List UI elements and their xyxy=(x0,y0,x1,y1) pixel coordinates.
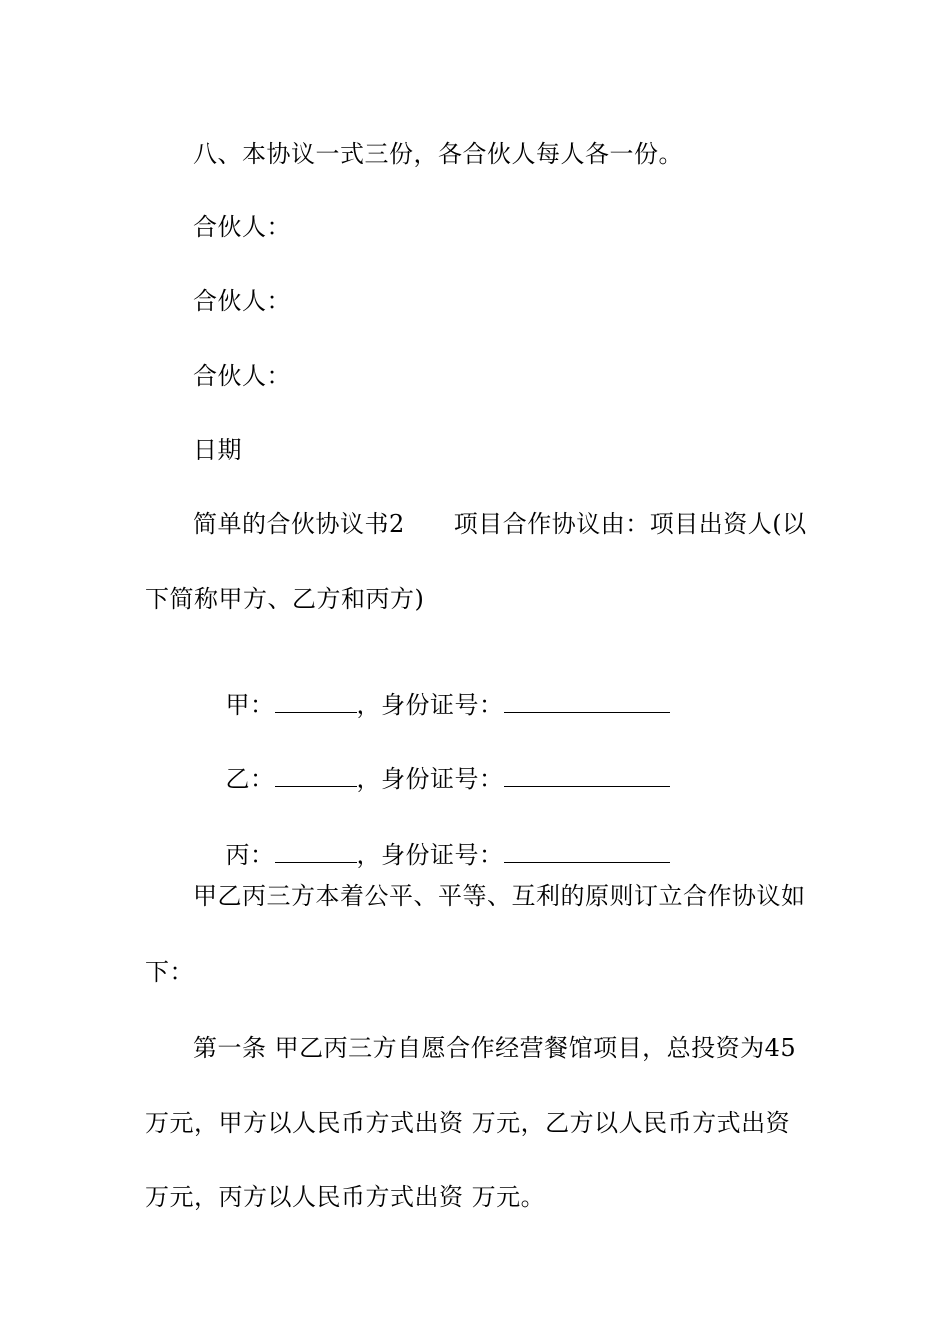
partner-signature-1: 合伙人： xyxy=(193,213,291,241)
name-blank[interactable] xyxy=(275,840,357,863)
id-blank[interactable] xyxy=(504,764,670,787)
id-label: ，身份证号： xyxy=(356,841,504,869)
article-one-line-3: 万元，丙方以人民币方式出资 万元。 xyxy=(145,1183,546,1211)
partner-signature-2: 合伙人： xyxy=(193,287,291,315)
article-one-line-2: 万元，甲方以人民币方式出资 万元，乙方以人民币方式出资 xyxy=(145,1109,791,1137)
id-label: ，身份证号： xyxy=(356,765,504,793)
name-blank[interactable] xyxy=(275,690,357,713)
party-label: 甲： xyxy=(225,691,275,719)
date-label: 日期 xyxy=(193,436,242,464)
id-blank[interactable] xyxy=(504,690,670,713)
principles-line-end: 下： xyxy=(145,958,194,986)
id-blank[interactable] xyxy=(504,840,670,863)
agreement-title-line: 简单的合伙协议书2 项目合作协议由：项目出资人(以 xyxy=(193,510,807,538)
party-label: 丙： xyxy=(225,841,275,869)
clause-eight: 八、本协议一式三份，各合伙人每人各一份。 xyxy=(193,140,683,168)
article-one-line-1: 第一条 甲乙丙三方自愿合作经营餐馆项目，总投资为45 xyxy=(193,1034,797,1062)
partner-signature-3: 合伙人： xyxy=(193,362,291,390)
principles-line: 甲乙丙三方本着公平、平等、互利的原则订立合作协议如 xyxy=(193,882,806,910)
party-label: 乙： xyxy=(225,765,275,793)
id-label: ，身份证号： xyxy=(356,691,504,719)
agreement-intro-line: 下简称甲方、乙方和丙方) xyxy=(145,585,425,613)
name-blank[interactable] xyxy=(275,764,357,787)
